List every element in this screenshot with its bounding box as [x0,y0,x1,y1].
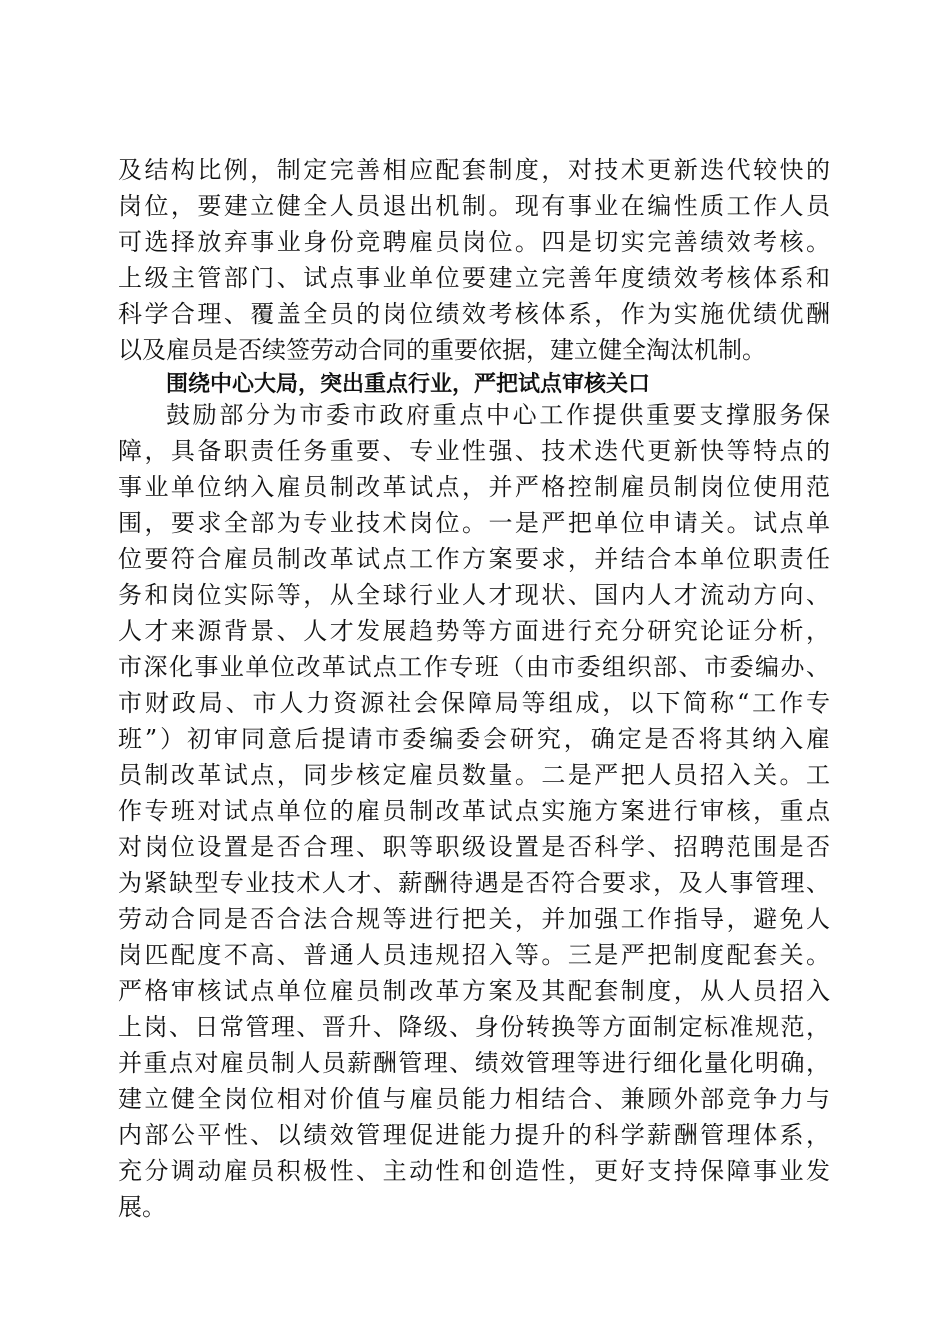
paragraph-line: 班”）初审同意后提请市委编委会研究，确定是否将其纳入雇 [118,725,830,753]
paragraph-line: 建立健全岗位相对价值与雇员能力相结合、兼顾外部竞争力与 [118,1085,830,1113]
paragraph-line: 内部公平性、以绩效管理促进能力提升的科学薪酬管理体系， [118,1121,830,1149]
paragraph-line: 围，要求全部为专业技术岗位。一是严把单位申请关。试点单 [118,509,830,537]
paragraph-line: 岗位，要建立健全人员退出机制。现有事业在编性质工作人员 [118,192,830,220]
paragraph-line: 作专班对试点单位的雇员制改革试点实施方案进行审核，重点 [118,797,830,825]
paragraph-line: 事业单位纳入雇员制改革试点，并严格控制雇员制岗位使用范 [118,473,830,501]
paragraph-line: 市财政局、市人力资源社会保障局等组成，以下简称“工作专 [118,689,830,717]
paragraph-line: 充分调动雇员积极性、主动性和创造性，更好支持保障事业发 [118,1157,830,1185]
paragraph-line: 严格审核试点单位雇员制改革方案及其配套制度，从人员招入 [118,977,830,1005]
paragraph-line: 市深化事业单位改革试点工作专班（由市委组织部、市委编办、 [118,653,830,681]
paragraph-line: 人才来源背景、人才发展趋势等方面进行充分研究论证分析， [118,617,830,645]
paragraph-line: 位要符合雇员制改革试点工作方案要求，并结合本单位职责任 [118,545,830,573]
paragraph-line: 岗匹配度不高、普通人员违规招入等。三是严把制度配套关。 [118,941,830,969]
paragraph-line: 为紧缺型专业技术人才、薪酬待遇是否符合要求，及人事管理、 [118,869,830,897]
paragraph-line: 员制改革试点，同步核定雇员数量。二是严把人员招入关。工 [118,761,830,789]
paragraph-line: 上级主管部门、试点事业单位要建立完善年度绩效考核体系和 [118,264,830,292]
paragraph-line: 科学合理、覆盖全员的岗位绩效考核体系，作为实施优绩优酬 [118,300,830,328]
paragraph-line: 可选择放弃事业身份竞聘雇员岗位。四是切实完善绩效考核。 [118,228,830,256]
paragraph-line: 及结构比例，制定完善相应配套制度，对技术更新迭代较快的 [118,156,830,184]
paragraph-line: 劳动合同是否合法合规等进行把关，并加强工作指导，避免人 [118,905,830,933]
paragraph-line: 障，具备职责任务重要、专业性强、技术迭代更新快等特点的 [118,437,830,465]
paragraph-line: 鼓励部分为市委市政府重点中心工作提供重要支撑服务保 [166,401,830,429]
section-heading: 围绕中心大局，突出重点行业，严把试点审核关口 [166,372,651,397]
paragraph-line: 并重点对雇员制人员薪酬管理、绩效管理等进行细化量化明确， [118,1049,830,1077]
paragraph-line: 对岗位设置是否合理、职等职级设置是否科学、招聘范围是否 [118,833,830,861]
paragraph-line: 务和岗位实际等，从全球行业人才现状、国内人才流动方向、 [118,581,830,609]
paragraph-line: 上岗、日常管理、晋升、降级、身份转换等方面制定标准规范， [118,1013,830,1041]
paragraph-line: 以及雇员是否续签劳动合同的重要依据，建立健全淘汰机制。 [118,336,766,364]
paragraph-line: 展。 [118,1193,166,1221]
